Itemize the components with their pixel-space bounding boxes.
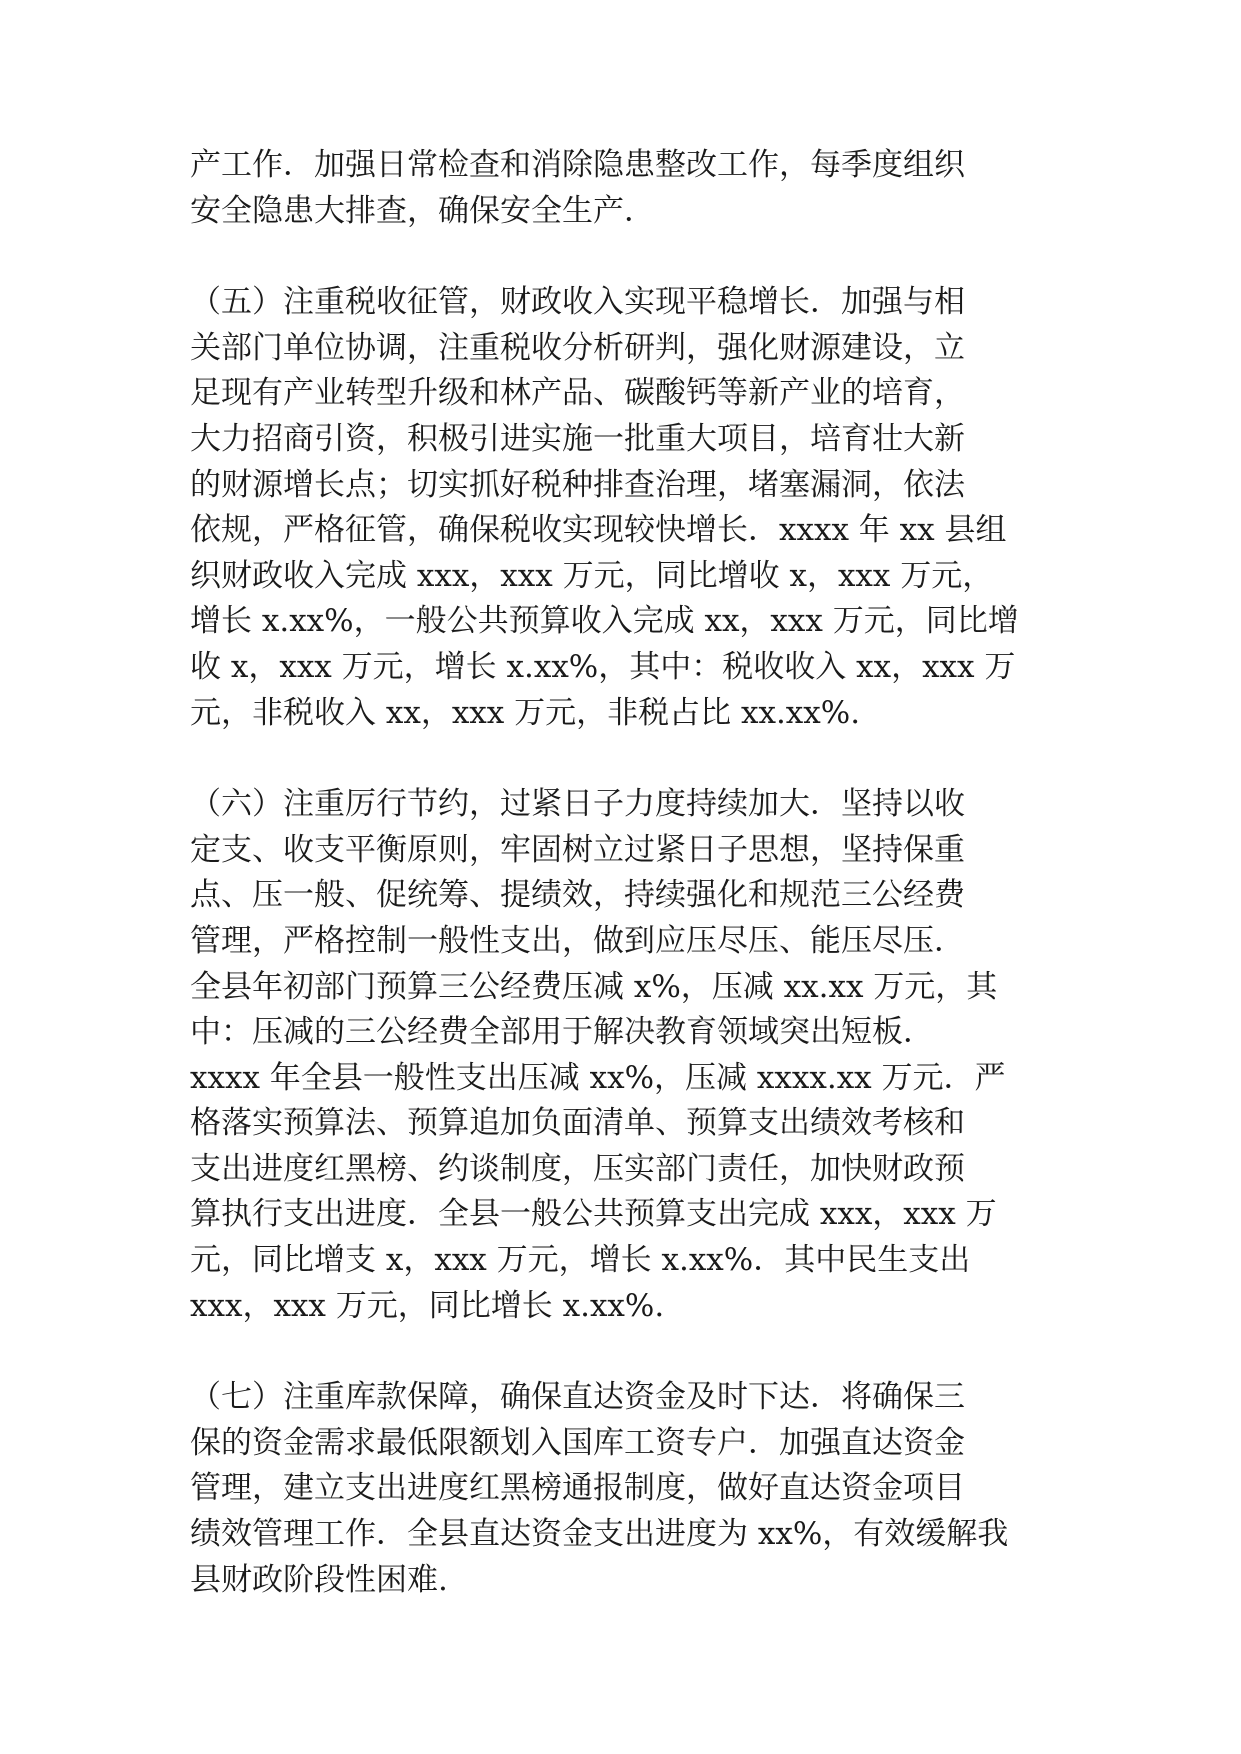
paragraph-tax-collection: （五）注重税收征管，财政收入实现平稳增长．加强与相 关部门单位协调，注重税收分析研判，强化财源建设，立 足现有产业转型升级和林产品、碳酸钙等新产业的培育， 大力招商引资，积极引进实施一批重大项目，培育壮大新 的财源增长点；切实抓好税种排查治理，堵塞漏洞，依法 依规，严格征管，确保税收实现较快增长．xxxx 年 xx 县组 织财政收入完成 xxx，xxx 万元，同比增收 x，xxx 万元， 增长 x.xx%，一般公共预算收入完成 xx，xxx 万元，同比增 收 x，xxx 万元，增长 x.xx%，其中：税收收入 xx，xxx 万 元，非税收入 xx，xxx 万元，非税占比 xx.xx%.	[190, 284, 1019, 731]
document-body	[190, 143, 1060, 1603]
paragraph-frugality: （六）注重厉行节约，过紧日子力度持续加大．坚持以收 定支、收支平衡原则，牢固树立过紧日子思想，坚持保重 点、压一般、促统筹、提绩效，持续强化和规范三公经费 管理，严格控制一般性支出，做到应压尽压、能压尽压． 全县年初部门预算三公经费压减 x%，压减 xx.xx 万元，其 中：压减的三公经费全部用于解决教育领域突出短板． xxxx 年全县一般性支出压减 xx%，压减 xxxx.xx 万元．严 格落实预算法、预算追加负面清单、预算支出绩效考核和 支出进度红黑榜、约谈制度，压实部门责任，加快财政预 算执行支出进度．全县一般公共预算支出完成 xxx，xxx 万 元，同比增支 x，xxx 万元，增长 x.xx%．其中民生支出 xxx，xxx 万元，同比增长 x.xx%.	[190, 786, 1006, 1324]
paragraph-safety-production: 产工作．加强日常检查和消除隐患整改工作，每季度组织 安全隐患大排查，确保安全生产．	[190, 147, 965, 229]
paragraph-gap	[190, 1329, 1060, 1375]
paragraph-gap	[190, 736, 1060, 782]
paragraph-treasury-funds: （七）注重库款保障，确保直达资金及时下达．将确保三 保的资金需求最低限额划入国库工资专户．加强直达资金 管理，建立支出进度红黑榜通报制度，做好直达资金项目 绩效管理工作．全县直达资金支出进度为 xx%，有效缓解我 县财政阶段性困难.	[190, 1379, 1009, 1598]
paragraph-gap	[190, 234, 1060, 280]
